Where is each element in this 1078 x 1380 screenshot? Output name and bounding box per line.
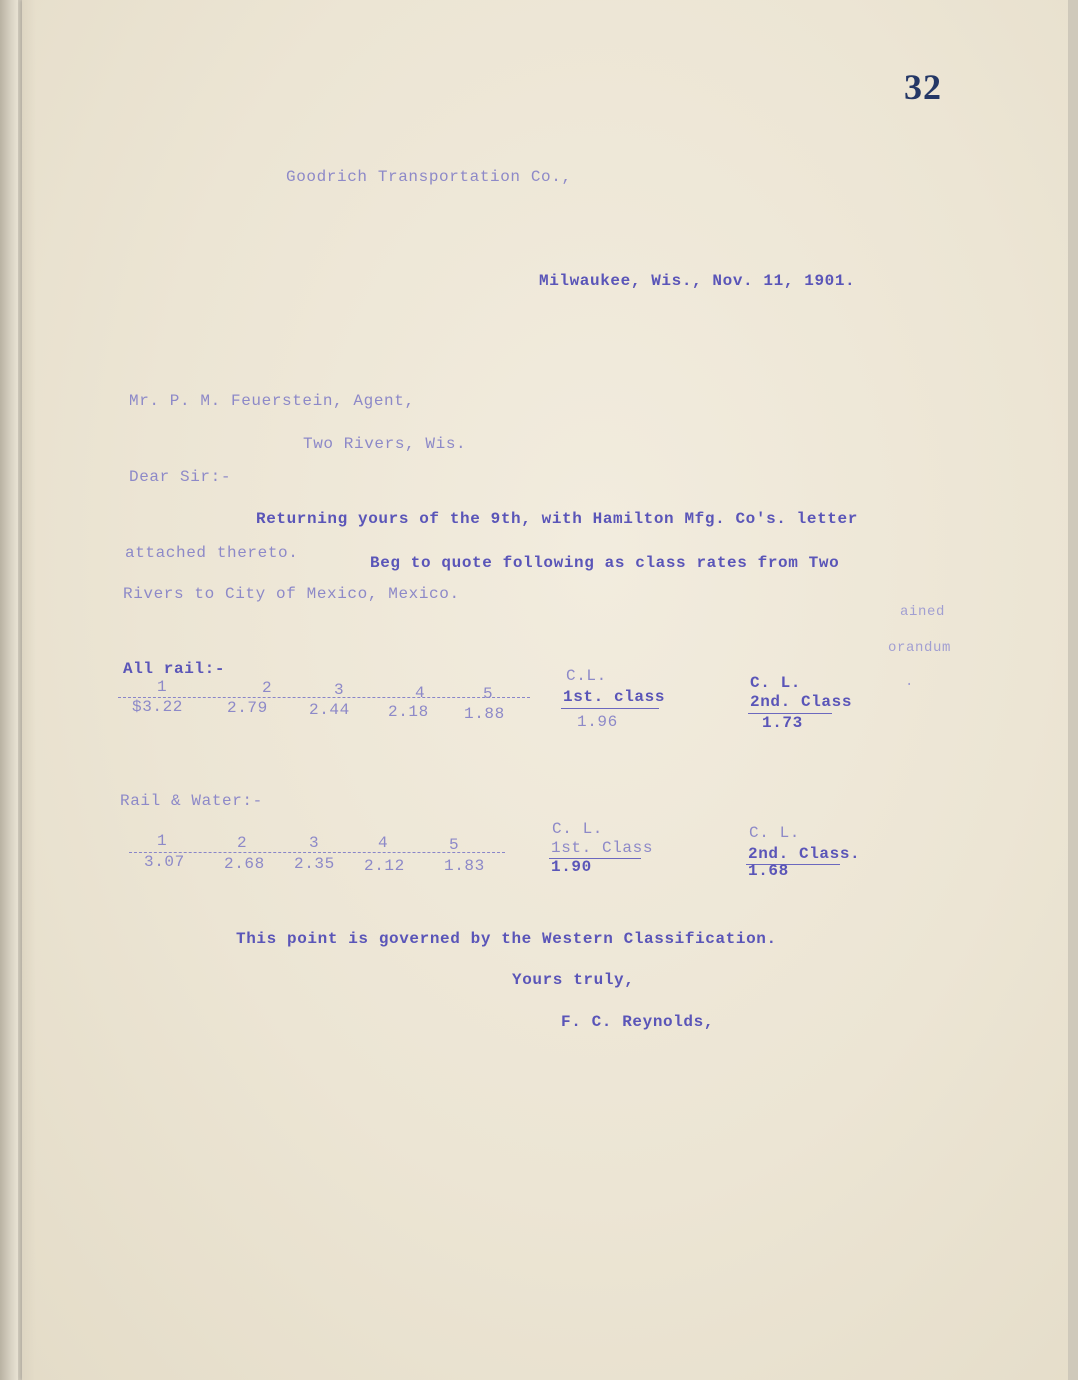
class-rate: 2.68	[224, 855, 265, 873]
salutation: Dear Sir:-	[129, 468, 232, 486]
class-number: 4	[378, 834, 389, 852]
company-name: Goodrich Transportation Co.,	[286, 168, 572, 186]
body-line-2b: Beg to quote following as class rates from Two	[370, 554, 840, 572]
page-number: 32	[904, 67, 942, 107]
class-number: 1	[157, 678, 168, 696]
cl-second-class: 2nd. Class.	[748, 845, 861, 863]
rate-table-label-rail-water: Rail & Water:-	[120, 792, 263, 810]
class-rate: 2.12	[364, 857, 405, 875]
cl-second-rate: 1.68	[748, 862, 789, 880]
class-number: 5	[449, 836, 460, 854]
valediction: Yours truly,	[512, 971, 635, 989]
addressee-line-1: Mr. P. M. Feuerstein, Agent,	[129, 392, 415, 410]
class-rate: 2.44	[309, 701, 350, 719]
class-rate: 1.88	[464, 705, 505, 723]
signature: F. C. Reynolds,	[561, 1013, 715, 1031]
class-number: 5	[483, 685, 494, 703]
cl-second-header: C. L.	[750, 674, 802, 692]
class-number: 2	[237, 834, 248, 852]
cl-first-class: 1st. Class	[551, 839, 654, 857]
class-rate: 2.35	[294, 855, 335, 873]
class-number: 1	[157, 832, 168, 850]
cl-first-class: 1st. class	[563, 688, 666, 706]
class-number: 2	[262, 679, 273, 697]
cl-second-class: 2nd. Class	[750, 693, 853, 711]
page-fold-shadow	[22, 0, 36, 1380]
closing-note: This point is governed by the Western Classification.	[236, 930, 777, 948]
cl-first-rate: 1.90	[551, 858, 592, 876]
margin-fragment: ained	[900, 604, 946, 620]
cl-first-rule	[561, 708, 659, 709]
addressee-line-2: Two Rivers, Wis.	[303, 435, 467, 453]
class-number: 3	[334, 681, 345, 699]
cl-first-header: C. L.	[552, 820, 604, 838]
class-number: 4	[415, 684, 426, 702]
body-line-3: Rivers to City of Mexico, Mexico.	[123, 585, 460, 603]
class-rate: $3.22	[132, 698, 184, 716]
class-rate: 1.83	[444, 857, 485, 875]
body-line-2a: attached thereto.	[125, 544, 299, 562]
class-rate: 3.07	[144, 853, 185, 871]
cl-second-rate: 1.73	[762, 714, 803, 732]
rate-table-label-all-rail: All rail:-	[123, 660, 226, 678]
margin-fragment: .	[905, 674, 915, 690]
margin-fragment: orandum	[888, 640, 952, 656]
body-line-1: Returning yours of the 9th, with Hamilton Mfg. Co's. letter	[256, 510, 858, 528]
dateline: Milwaukee, Wis., Nov. 11, 1901.	[539, 272, 856, 290]
binding-edge	[0, 0, 18, 1380]
cl-first-rate: 1.96	[577, 713, 618, 731]
cl-first-header: C.L.	[566, 667, 607, 685]
cl-second-header: C. L.	[749, 824, 801, 842]
class-rate: 2.18	[388, 703, 429, 721]
letter-page	[22, 0, 1068, 1380]
class-rate: 2.79	[227, 699, 268, 717]
class-number: 3	[309, 834, 320, 852]
